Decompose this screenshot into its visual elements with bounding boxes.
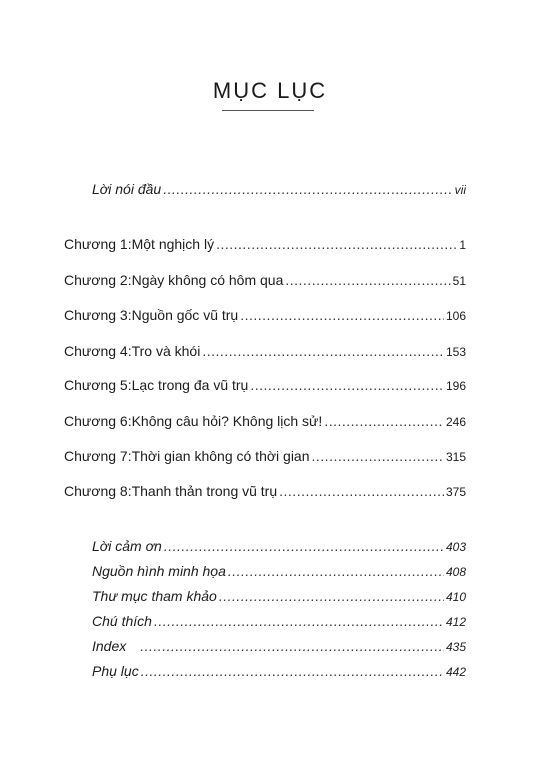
chapter-label: Chương 3:	[64, 307, 132, 323]
toc-entry-title: Một nghịch lý	[131, 236, 215, 252]
dot-leader	[216, 236, 457, 252]
chapter-label: Chương 8:	[64, 483, 132, 499]
toc-entry-page: 412	[445, 615, 466, 629]
toc-entry-chapter-2	[64, 272, 466, 288]
toc-entry-page: 435	[445, 640, 466, 654]
toc-entry-chapter-1	[64, 236, 466, 252]
chapter-label: Chương 2:	[64, 272, 132, 288]
toc-entry-chapter-5	[64, 377, 466, 393]
toc-entry-title: Không câu hỏi? Không lịch sử!	[131, 413, 323, 429]
toc-entry-page: 408	[445, 565, 466, 579]
toc-entry-title: Nguồn gốc vũ trụ	[131, 307, 239, 323]
chapter-label: Chương 1:	[64, 236, 132, 252]
toc-entry-title: Tro và khói	[131, 343, 201, 359]
dot-leader	[219, 588, 444, 604]
dot-leader	[141, 663, 444, 679]
toc-entry-title: Chú thích	[92, 613, 152, 629]
title-underline	[222, 110, 314, 111]
toc-entry-chapter-8	[64, 483, 466, 499]
dot-leader	[285, 272, 450, 288]
toc-entry-preface	[92, 181, 466, 197]
dot-leader	[164, 538, 444, 554]
toc-entry-chapter-7	[64, 448, 466, 464]
toc-entry-chapter-6	[64, 413, 466, 429]
toc-entry-title: Thư mục tham khảo	[92, 588, 217, 604]
dot-leader	[154, 613, 444, 629]
chapter-label: Chương 6:	[64, 413, 132, 429]
toc-entry-index	[92, 638, 466, 654]
toc-entry-title: Phụ lục	[92, 663, 139, 679]
toc-entry-title: Lạc trong đa vũ trụ	[131, 377, 249, 393]
dot-leader	[279, 483, 444, 499]
toc-entry-appendix	[92, 663, 466, 679]
dot-leader	[240, 307, 444, 323]
toc-entry-page: vii	[454, 183, 466, 197]
toc-entry-page: 51	[452, 274, 466, 288]
toc-entry-chapter-3	[64, 307, 466, 323]
toc-entry-page: 442	[445, 665, 466, 679]
toc-entry-page: 403	[445, 540, 466, 554]
toc-entry-illustration-sources	[92, 563, 466, 579]
dot-leader	[250, 377, 444, 393]
toc-entry-page: 106	[445, 309, 466, 323]
dot-leader	[163, 181, 452, 197]
chapter-label: Chương 4:	[64, 343, 132, 359]
chapter-label: Chương 7:	[64, 448, 132, 464]
toc-entry-title: Nguồn hình minh họa	[92, 563, 226, 579]
toc-entry-title: Lời nói đầu	[92, 181, 162, 197]
toc-entry-bibliography	[92, 588, 466, 604]
toc-entry-notes	[92, 613, 466, 629]
toc-entry-page: 196	[445, 379, 466, 393]
dot-leader	[324, 413, 444, 429]
toc-entry-title: Thanh thản trong vũ trụ	[131, 483, 278, 499]
toc-entry-title: Lời cảm ơn	[92, 538, 162, 554]
toc-entry-chapter-4	[64, 343, 466, 359]
toc-entry-title: Ngày không có hôm qua	[131, 272, 284, 288]
dot-leader	[202, 343, 444, 359]
toc-entry-page: 375	[445, 485, 466, 499]
toc-entry-page: 246	[445, 415, 466, 429]
toc-entry-title: Thời gian không có thời gian	[131, 448, 310, 464]
toc-entry-page: 315	[445, 450, 466, 464]
dot-leader	[140, 638, 444, 654]
dot-leader	[312, 448, 444, 464]
dot-leader	[228, 563, 444, 579]
chapter-label: Chương 5:	[64, 377, 132, 393]
toc-entry-page: 153	[445, 345, 466, 359]
page-title: MỤC LỤC	[212, 78, 328, 103]
toc-entry-page: 1	[459, 238, 466, 252]
toc-entry-title: Index	[92, 638, 127, 654]
toc-entry-acknowledgements	[92, 538, 466, 554]
toc-entry-page: 410	[445, 590, 466, 604]
